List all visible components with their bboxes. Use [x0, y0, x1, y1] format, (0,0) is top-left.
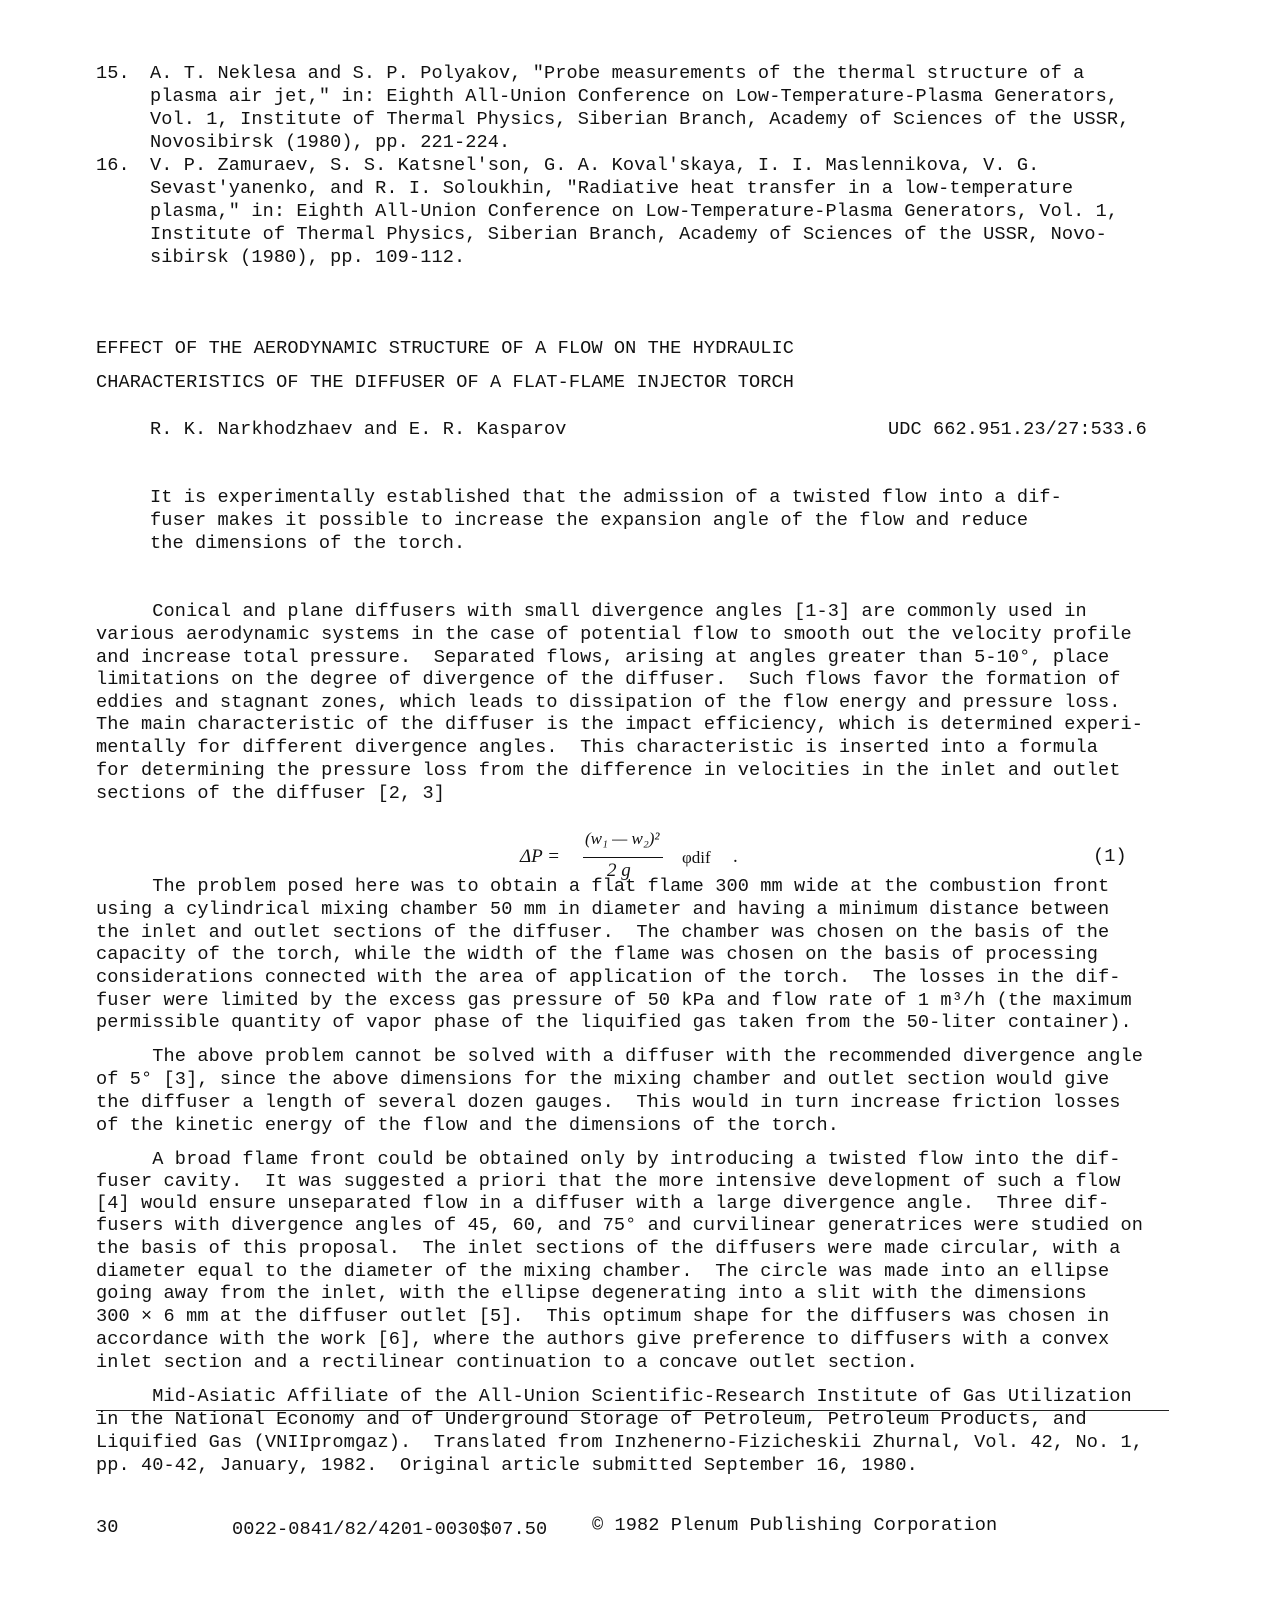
equation-denominator: 2 g: [607, 860, 631, 881]
body-line: The problem posed here was to obtain a flat flame 300 mm wide at the combustion front: [96, 876, 1110, 897]
reference-line: Vol. 1, Institute of Thermal Physics, Siberian Branch, Academy of Sciences of the USSR,: [150, 109, 1130, 130]
reference-line: A. T. Neklesa and S. P. Polyakov, "Probe measurements of the thermal structure of a: [150, 63, 1085, 84]
body-line: of the kinetic energy of the flow and the dimensions of the torch.: [96, 1115, 840, 1136]
reference-line: sibirsk (1980), pp. 109-112.: [150, 247, 466, 268]
reference-line: Sevast'yanenko, and R. I. Soloukhin, "Radiative heat transfer in a low-temperature: [150, 178, 1074, 199]
equation-factor: φdif: [682, 848, 711, 867]
body-line: A broad flame front could be obtained only by introducing a twisted flow into the dif-: [96, 1149, 1121, 1170]
body-line: accordance with the work [6], where the authors give preference to diffusers with a convex: [96, 1329, 1110, 1350]
abstract-line: fuser makes it possible to increase the expansion angle of the flow and reduce: [150, 510, 1029, 531]
body-line: fusers with divergence angles of 45, 60, and 75° and curvilinear generatrices were studied on: [96, 1215, 1143, 1236]
body-line: mentally for different divergence angles. This characteristic is inserted into a formula: [96, 737, 1098, 758]
body-line: eddies and stagnant zones, which leads to dissipation of the flow energy and pressure loss.: [96, 692, 1121, 713]
body-line: fuser were limited by the excess gas pressure of 50 kPa and flow rate of 1 m³/h (the maximum: [96, 990, 1132, 1011]
body-line: the diffuser a length of several dozen gauges. This would in turn increase friction losses: [96, 1092, 1121, 1113]
body-line: and increase total pressure. Separated flows, arising at angles greater than 5-10°, place: [96, 647, 1110, 668]
fraction-bar: [583, 857, 663, 858]
article-title-line-1: EFFECT OF THE AERODYNAMIC STRUCTURE OF A FLOW ON THE HYDRAULIC: [96, 338, 794, 359]
body-line: Conical and plane diffusers with small divergence angles [1-3] are commonly used in: [96, 601, 1087, 622]
body-line: The main characteristic of the diffuser is the impact efficiency, which is determined experi-: [96, 714, 1143, 735]
body-line: The above problem cannot be solved with a diffuser with the recommended divergence angle: [96, 1046, 1143, 1067]
body-line: of 5° [3], since the above dimensions for the mixing chamber and outlet section would give: [96, 1069, 1110, 1090]
body-line: using a cylindrical mixing chamber 50 mm in diameter and having a minimum distance between: [96, 899, 1110, 920]
authors: R. K. Narkhodzhaev and E. R. Kasparov: [150, 419, 567, 440]
equation-trailing-dot: .: [733, 846, 738, 867]
body-line: various aerodynamic systems in the case of potential flow to smooth out the velocity profile: [96, 624, 1132, 645]
reference-line: plasma air jet," in: Eighth All-Union Conference on Low-Temperature-Plasma Generators,: [150, 86, 1119, 107]
footnote-line: in the National Economy and of Underground Storage of Petroleum, Petroleum Products, and: [96, 1409, 1087, 1430]
reference-line: Institute of Thermal Physics, Siberian Branch, Academy of Sciences of the USSR, Novo-: [150, 224, 1107, 245]
body-line: the basis of this proposal. The inlet sections of the diffusers were made circular, with a: [96, 1238, 1121, 1259]
body-line: going away from the inlet, with the ellipse degenerating into a slit with the dimensions: [96, 1283, 1087, 1304]
body-line: 300 × 6 mm at the diffuser outlet [5]. This optimum shape for the diffusers was chosen in: [96, 1306, 1110, 1327]
abstract-line: the dimensions of the torch.: [150, 533, 466, 554]
body-line: [4] would ensure unseparated flow in a diffuser with a large divergence angle. Three dif-: [96, 1193, 1110, 1214]
body-line: fuser cavity. It was suggested a priori that the more intensive development of such a flow: [96, 1171, 1121, 1192]
body-line: permissible quantity of vapor phase of the liquified gas taken from the 50-liter container).: [96, 1012, 1132, 1033]
body-line: considerations connected with the area of application of the torch. The losses in the dif-: [96, 967, 1121, 988]
body-line: sections of the diffuser [2, 3]: [96, 783, 445, 804]
abstract-line: It is experimentally established that the admission of a twisted flow into a dif-: [150, 487, 1062, 508]
reference-line: Novosibirsk (1980), pp. 221-224.: [150, 132, 511, 153]
article-code: 0022-0841/82/4201-0030$07.50: [232, 1519, 548, 1540]
reference-number: 15.: [96, 63, 130, 84]
copyright-notice: © 1982 Plenum Publishing Corporation: [592, 1515, 998, 1536]
footnote-line: pp. 40-42, January, 1982. Original article submitted September 16, 1980.: [96, 1455, 918, 1476]
footnote-line: Mid-Asiatic Affiliate of the All-Union Scientific-Research Institute of Gas Utilization: [96, 1386, 1132, 1407]
page-number: 30: [96, 1517, 119, 1538]
body-line: diameter equal to the diameter of the mixing chamber. The circle was made into an ellipse: [96, 1261, 1110, 1282]
body-line: limitations on the degree of divergence of the diffuser. Such flows favor the formation of: [96, 669, 1121, 690]
reference-line: plasma," in: Eighth All-Union Conference on Low-Temperature-Plasma Generators, Vol. 1,: [150, 201, 1119, 222]
body-line: inlet section and a rectilinear continuation to a concave outlet section.: [96, 1352, 918, 1373]
body-line: for determining the pressure loss from the difference in velocities in the inlet and outlet: [96, 760, 1121, 781]
body-line: the inlet and outlet sections of the diffuser. The chamber was chosen on the basis of the: [96, 922, 1110, 943]
equation-numerator: (w₁ — w₂)²: [585, 829, 660, 848]
body-line: capacity of the torch, while the width of the flame was chosen on the basis of processing: [96, 944, 1098, 965]
equation-lhs: ΔP =: [520, 846, 560, 867]
footnote-line: Liquified Gas (VNIIpromgaz). Translated from Inzhenerno-Fizicheskii Zhurnal, Vol. 42, No. 1,: [96, 1432, 1143, 1453]
article-title-line-2: CHARACTERISTICS OF THE DIFFUSER OF A FLAT-FLAME INJECTOR TORCH: [96, 372, 794, 393]
equation-number: (1): [1093, 846, 1127, 867]
udc-code: UDC 662.951.23/27:533.6: [888, 419, 1147, 440]
reference-line: V. P. Zamuraev, S. S. Katsnel'son, G. A. Koval'skaya, I. I. Maslennikova, V. G.: [150, 155, 1040, 176]
reference-number: 16.: [96, 155, 130, 176]
